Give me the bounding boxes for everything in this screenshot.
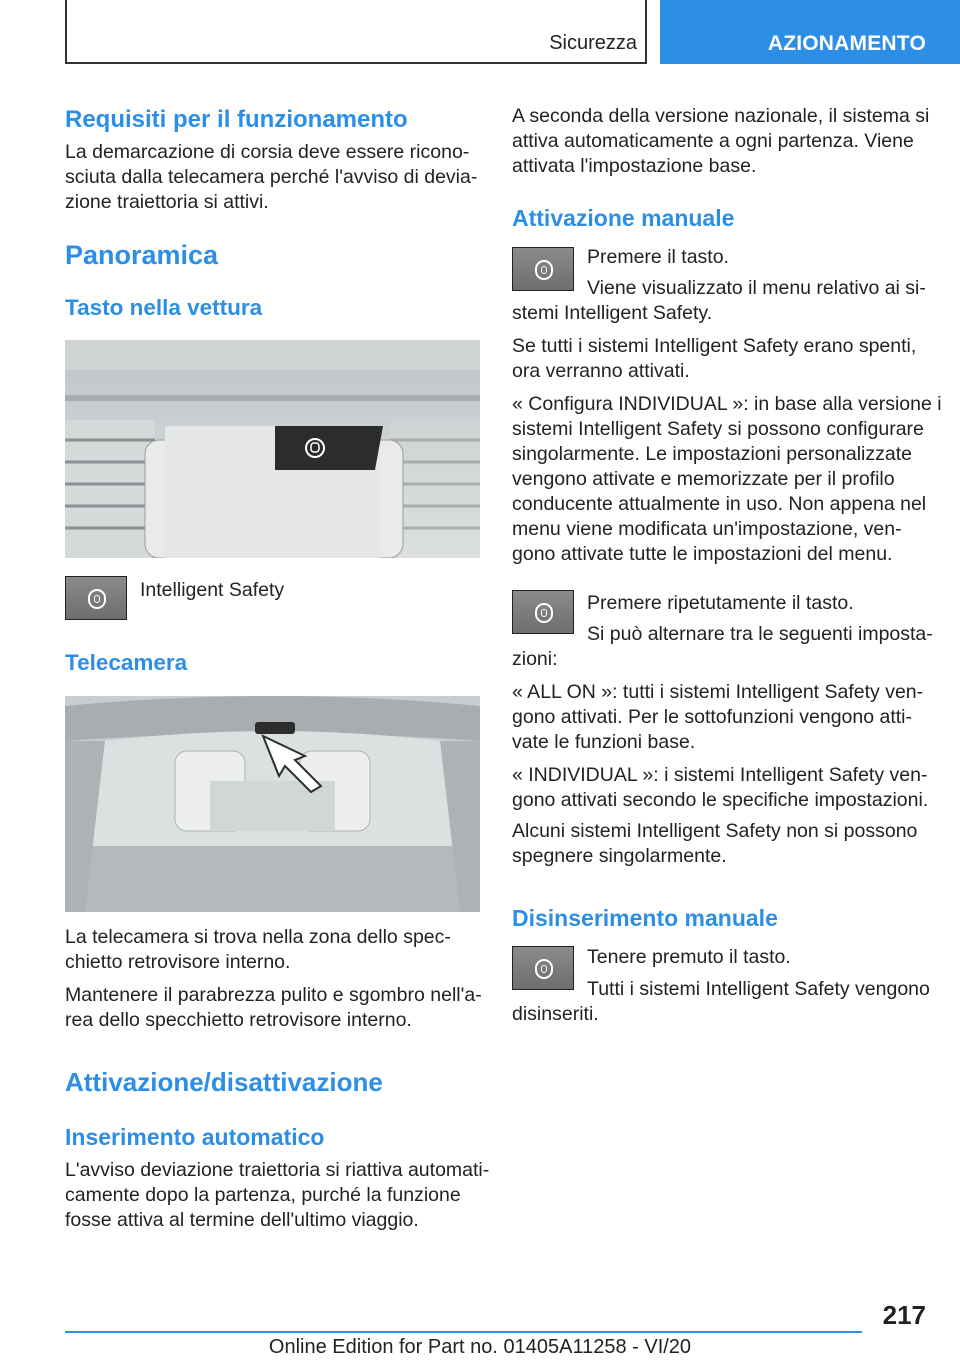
step2-line1: Premere ripetutamente il tasto. [587, 592, 854, 614]
step1-line3: stemi Intelligent Safety. [512, 302, 713, 324]
step1-line1: Premere il tasto. [587, 246, 729, 268]
heading-inserimento: Inserimento automatico [65, 1124, 325, 1150]
edition-footer: Online Edition for Part no. 01405A11258 - VI/20 [268, 1336, 692, 1358]
chapter-label: AZIONAMENTO [767, 32, 926, 55]
heading-requisiti: Requisiti per il funzionamento [65, 106, 408, 133]
paragraph-requisiti: La demarcazione di corsia deve essere ricono- sciuta dalla telecamera perché l'avviso di devia- zione traiettoria si attivi. [65, 141, 478, 213]
chapter-tab [660, 0, 960, 64]
step3-line1: Tenere premuto il tasto. [587, 946, 791, 968]
intelligent-safety-button-icon [512, 247, 574, 291]
heading-panoramica: Panoramica [65, 240, 219, 270]
paragraph-alcuni: Alcuni sistemi Intelligent Safety non si possono spegnere singolarmente. [512, 820, 918, 867]
step3-line2: Tutti i sistemi Intelligent Safety vengono [587, 978, 930, 1000]
heading-disinserimento: Disinserimento manuale [512, 905, 778, 931]
paragraph-all-on: « ALL ON »: tutti i sistemi Intelligent Safety ven- gono attivati. Per le sottofunzioni vengono atti- vate le funzioni base. [512, 681, 924, 753]
paragraph-spenti: Se tutti i sistemi Intelligent Safety erano spenti, ora verranno attivati. [512, 335, 917, 382]
icon-caption: Intelligent Safety [140, 579, 285, 601]
dashboard-button-image [65, 340, 480, 558]
step2-line3: zioni: [512, 648, 558, 670]
section-title: Sicurezza [549, 32, 637, 54]
intelligent-safety-button-icon [65, 576, 127, 620]
step2-line2: Si può alternare tra le seguenti imposta- [587, 623, 933, 645]
step1-line2: Viene visualizzato il menu relativo ai si- [587, 277, 926, 299]
heading-telecamera: Telecamera [65, 650, 188, 675]
paragraph-individual: « INDIVIDUAL »: i sistemi Intelligent Safety ven- gono attivati secondo le specifiche impostazioni. [512, 764, 929, 811]
intelligent-safety-button-icon [512, 590, 574, 634]
heading-attivazione-manuale: Attivazione manuale [512, 205, 735, 231]
heading-attivazione: Attivazione/disattivazione [65, 1067, 383, 1097]
paragraph-intro: A seconda della versione nazionale, il sistema si attiva automaticamente a ogni partenza. Viene attivata l'impostazione base. [512, 105, 930, 177]
step3-line3: disinseriti. [512, 1003, 599, 1025]
camera-location-image [65, 696, 480, 912]
paragraph-configura-individual: « Configura INDIVIDUAL »: in base alla versione i sistemi Intelligent Safety si possono configurare singolarmente. Le impostazioni personalizzate vengono attivate e memorizzate per il profilo conducente attualmente in uso. Non appena nel menu viene modificata un'impostazione, ven- gono attivate tutte le impostazioni del menu. [512, 393, 942, 565]
intelligent-safety-button-icon [512, 946, 574, 990]
paragraph-telecamera-2: Mantenere il parabrezza pulito e sgombro nell'a- rea dello specchietto retrovisore interno. [65, 984, 482, 1031]
footer-divider [65, 1331, 862, 1333]
paragraph-telecamera-1: La telecamera si trova nella zona dello spec- chietto retrovisore interno. [65, 926, 451, 973]
heading-tasto: Tasto nella vettura [65, 295, 263, 320]
paragraph-inserimento: L'avviso deviazione traiettoria si riattiva automati- camente dopo la partenza, purché la funzione fosse attiva al termine dell'ultimo viaggio. [65, 1159, 490, 1231]
page-number: 217 [882, 1300, 926, 1330]
